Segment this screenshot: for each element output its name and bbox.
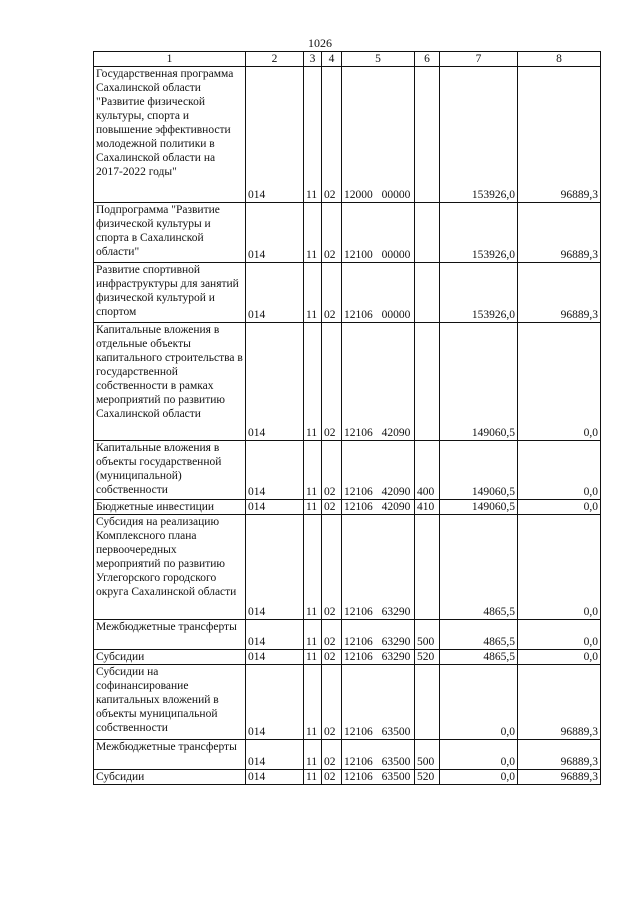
cell-sum-col8: 0,0 (518, 650, 601, 665)
table-row (94, 67, 601, 203)
cell-sum-col7: 153926,0 (440, 203, 518, 263)
cell-expense-type: 410 (415, 500, 440, 515)
cell-target-article (342, 67, 415, 203)
cell-sum-col7: 149060,5 (440, 323, 518, 441)
cell-section: 11 (304, 650, 322, 665)
cell-subsection: 02 (322, 515, 342, 620)
cell-name: Бюджетные инвестиции (94, 500, 246, 515)
cell-ministry-code: 014 (246, 323, 304, 441)
cell-name: Субсидии (94, 770, 246, 785)
target-article-code: 12106 42090 (344, 427, 411, 439)
cell-sum-col7: 4865,5 (440, 620, 518, 650)
column-header-8: 8 (518, 52, 601, 67)
column-header-7: 7 (440, 52, 518, 67)
target-article-code: 12106 63290 (344, 636, 411, 648)
cell-ministry-code: 014 (246, 500, 304, 515)
cell-sum-col8: 0,0 (518, 441, 601, 500)
cell-expense-type (415, 263, 440, 323)
table-row (94, 515, 601, 620)
cell-expense-type: 520 (415, 770, 440, 785)
cell-ministry-code: 014 (246, 650, 304, 665)
table-row (94, 203, 601, 263)
cell-ministry-code: 014 (246, 665, 304, 740)
cell-expense-type: 400 (415, 441, 440, 500)
cell-subsection: 02 (322, 263, 342, 323)
cell-name: Подпрограмма "Развитие физической культуры и спорта в Сахалинской области" (94, 203, 246, 263)
target-article-code: 12100 00000 (344, 249, 411, 261)
header-row (94, 52, 601, 67)
target-article-code: 12106 63290 (344, 651, 411, 663)
table-row (94, 740, 601, 770)
cell-name: Субсидии (94, 650, 246, 665)
cell-name: Субсидии на софинансирование капитальных вложений в объекты муниципальной собственности (94, 665, 246, 740)
cell-target-article (342, 650, 415, 665)
cell-ministry-code: 014 (246, 263, 304, 323)
cell-section: 11 (304, 323, 322, 441)
cell-expense-type: 520 (415, 650, 440, 665)
cell-sum-col8: 0,0 (518, 323, 601, 441)
cell-ministry-code: 014 (246, 770, 304, 785)
cell-target-article (342, 263, 415, 323)
cell-section: 11 (304, 441, 322, 500)
cell-sum-col8: 96889,3 (518, 665, 601, 740)
cell-name: Межбюджетные трансферты (94, 740, 246, 770)
cell-sum-col7: 149060,5 (440, 500, 518, 515)
cell-sum-col8: 0,0 (518, 620, 601, 650)
cell-sum-col7: 0,0 (440, 665, 518, 740)
target-article-code: 12000 00000 (344, 189, 411, 201)
table-row (94, 500, 601, 515)
cell-expense-type (415, 323, 440, 441)
budget-table (93, 51, 601, 785)
cell-sum-col7: 4865,5 (440, 650, 518, 665)
cell-name: Развитие спортивной инфраструктуры для занятий физической культурой и спортом (94, 263, 246, 323)
column-header-2: 2 (246, 52, 304, 67)
cell-sum-col7: 4865,5 (440, 515, 518, 620)
target-article-code: 12106 42090 (344, 501, 411, 513)
cell-ministry-code: 014 (246, 441, 304, 500)
target-article-code: 12106 00000 (344, 309, 411, 321)
column-header-4: 4 (322, 52, 342, 67)
cell-target-article (342, 500, 415, 515)
cell-subsection: 02 (322, 441, 342, 500)
table-row (94, 620, 601, 650)
cell-subsection: 02 (322, 203, 342, 263)
cell-section: 11 (304, 203, 322, 263)
cell-section: 11 (304, 67, 322, 203)
page-number: 1026 (308, 36, 332, 50)
cell-expense-type: 500 (415, 740, 440, 770)
cell-expense-type: 500 (415, 620, 440, 650)
cell-subsection: 02 (322, 500, 342, 515)
cell-sum-col8: 96889,3 (518, 263, 601, 323)
table-row (94, 650, 601, 665)
table-header (94, 52, 601, 67)
table-row (94, 770, 601, 785)
table-body (94, 67, 601, 785)
cell-expense-type (415, 665, 440, 740)
column-header-6: 6 (415, 52, 440, 67)
cell-section: 11 (304, 263, 322, 323)
cell-sum-col8: 96889,3 (518, 67, 601, 203)
cell-ministry-code: 014 (246, 620, 304, 650)
cell-subsection: 02 (322, 740, 342, 770)
cell-sum-col8: 96889,3 (518, 203, 601, 263)
cell-name: Капитальные вложения в отдельные объекты капитального строительства в государственной собственности в рамках мероприятий по развитию Сахалинской области (94, 323, 246, 441)
cell-ministry-code: 014 (246, 203, 304, 263)
cell-target-article (342, 770, 415, 785)
cell-section: 11 (304, 740, 322, 770)
cell-target-article (342, 323, 415, 441)
target-article-code: 12106 42090 (344, 486, 411, 498)
cell-target-article (342, 740, 415, 770)
cell-expense-type (415, 203, 440, 263)
target-article-code: 12106 63290 (344, 606, 411, 618)
cell-subsection: 02 (322, 650, 342, 665)
cell-section: 11 (304, 770, 322, 785)
cell-sum-col7: 153926,0 (440, 263, 518, 323)
column-header-5: 5 (342, 52, 415, 67)
cell-section: 11 (304, 665, 322, 740)
table-row (94, 441, 601, 500)
cell-section: 11 (304, 515, 322, 620)
cell-subsection: 02 (322, 770, 342, 785)
table-row (94, 263, 601, 323)
cell-sum-col7: 0,0 (440, 770, 518, 785)
cell-section: 11 (304, 620, 322, 650)
cell-sum-col7: 149060,5 (440, 441, 518, 500)
cell-name: Капитальные вложения в объекты государственной (муниципальной) собственности (94, 441, 246, 500)
cell-sum-col8: 96889,3 (518, 770, 601, 785)
cell-subsection: 02 (322, 665, 342, 740)
cell-sum-col8: 0,0 (518, 500, 601, 515)
cell-sum-col8: 0,0 (518, 515, 601, 620)
column-header-3: 3 (304, 52, 322, 67)
cell-target-article (342, 620, 415, 650)
cell-name: Субсидия на реализацию Комплексного плана первоочередных мероприятий по развитию Углегорского городского округа Сахалинской области (94, 515, 246, 620)
cell-name: Межбюджетные трансферты (94, 620, 246, 650)
table-row (94, 323, 601, 441)
target-article-code: 12106 63500 (344, 726, 411, 738)
cell-subsection: 02 (322, 67, 342, 203)
cell-sum-col7: 153926,0 (440, 67, 518, 203)
cell-expense-type (415, 515, 440, 620)
cell-target-article (342, 203, 415, 263)
cell-target-article (342, 665, 415, 740)
table-row (94, 665, 601, 740)
cell-section: 11 (304, 500, 322, 515)
cell-sum-col7: 0,0 (440, 740, 518, 770)
cell-target-article (342, 515, 415, 620)
cell-ministry-code: 014 (246, 515, 304, 620)
cell-subsection: 02 (322, 620, 342, 650)
cell-ministry-code: 014 (246, 67, 304, 203)
cell-target-article (342, 441, 415, 500)
cell-name: Государственная программа Сахалинской области "Развитие физической культуры, спорта и повышение эффективности молодежной политики в Сахалинской области на 2017-2022 годы" (94, 67, 246, 203)
cell-subsection: 02 (322, 323, 342, 441)
cell-expense-type (415, 67, 440, 203)
column-header-1: 1 (94, 52, 246, 67)
cell-ministry-code: 014 (246, 740, 304, 770)
target-article-code: 12106 63500 (344, 771, 411, 783)
cell-sum-col8: 96889,3 (518, 740, 601, 770)
target-article-code: 12106 63500 (344, 756, 411, 768)
